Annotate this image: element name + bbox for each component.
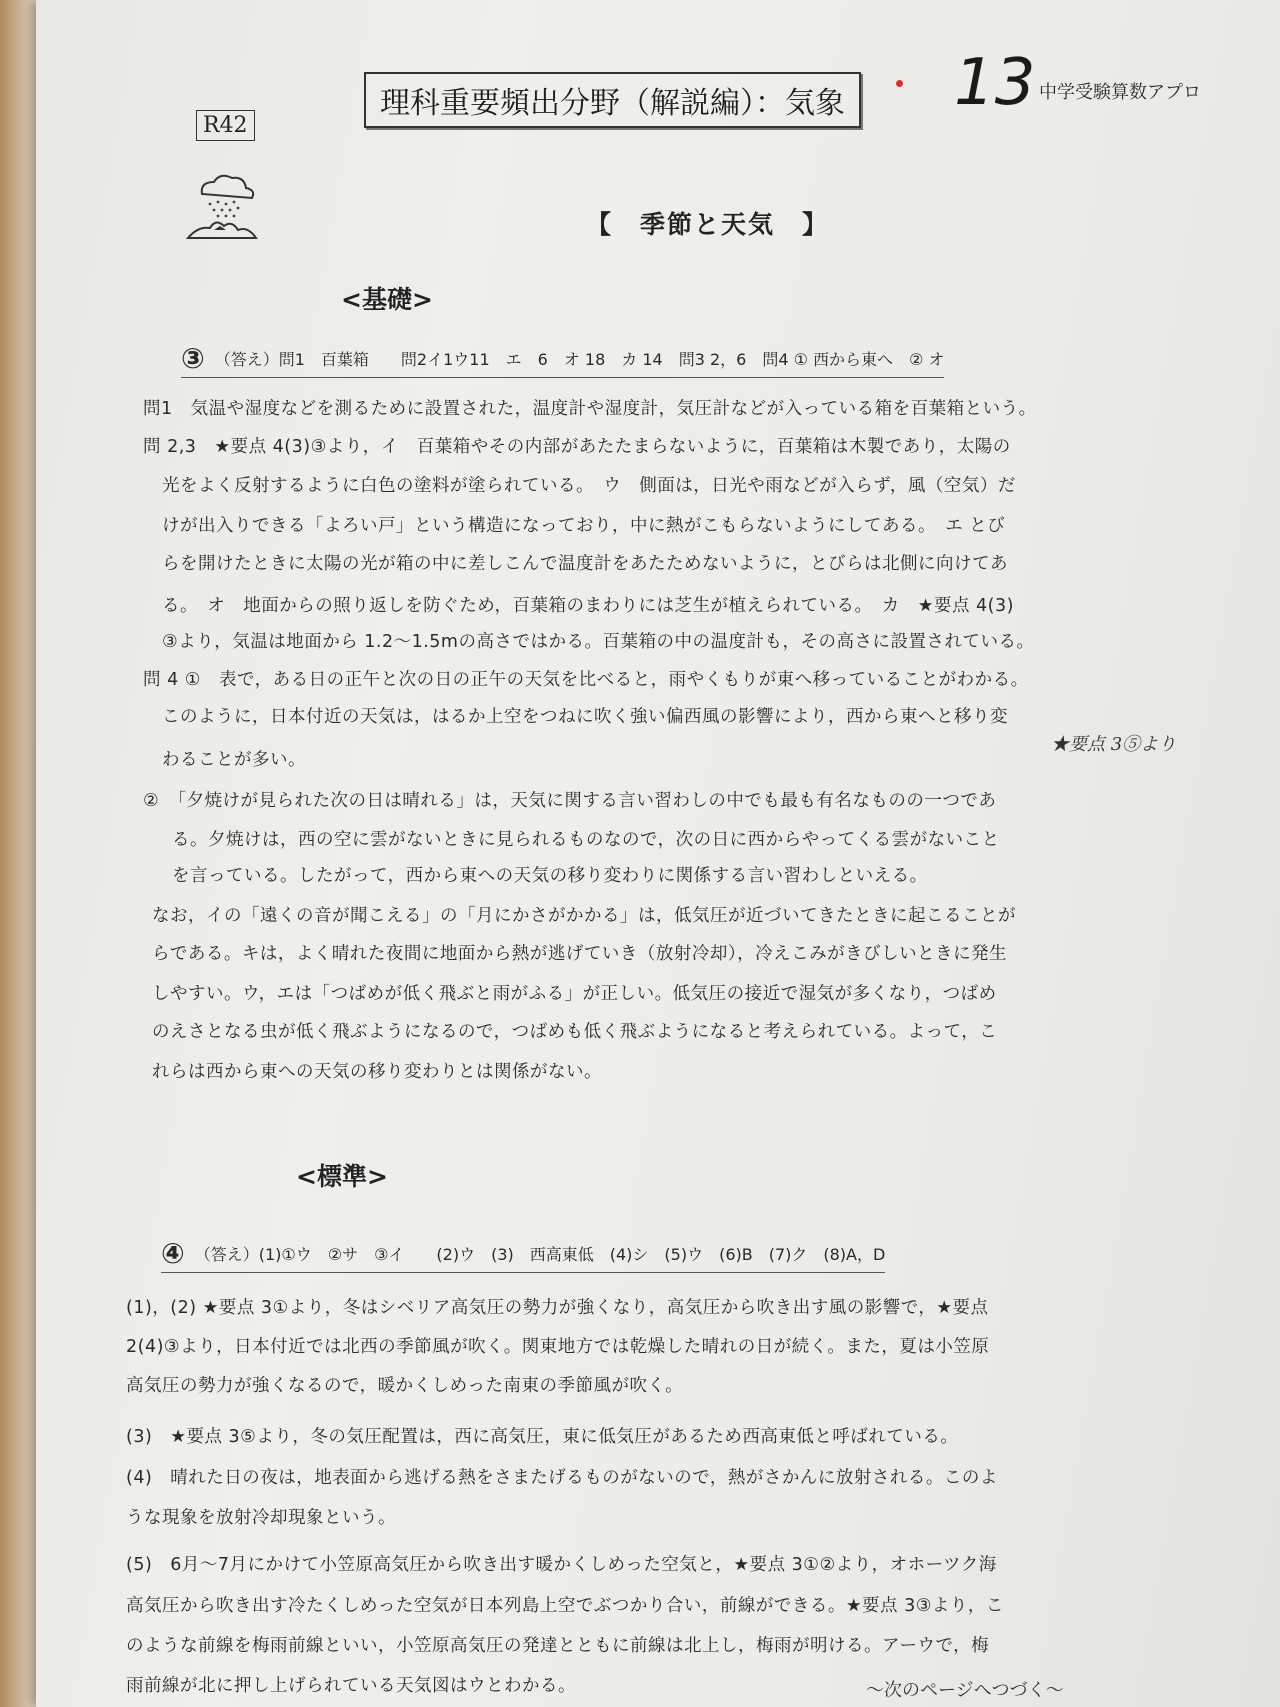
q3-line-14: なお，イの「遠くの音が聞こえる」の「月にかさがかかる」は，低気圧が近づいてきたときに起こることが (152, 906, 1016, 926)
q3-line-15: らである。キは，よく晴れた夜間に地面から熱が逃げていき（放射冷却），冷えこみがきびしいときに発生 (152, 944, 1008, 964)
q4-line-8: 高気圧から吹き出す冷たくしめった空気が日本列島上空でぶつかり合い，前線ができる。★要点 3③より，こ (126, 1596, 1004, 1616)
q4-line-1: (1)，(2) ★要点 3①より，冬はシベリア高気圧の勢力が強くなり，高気圧から吹き出す風の影響で，★要点 (126, 1298, 989, 1318)
q4-line-7: (5) 6月～7月にかけて小笠原高気圧から吹き出す暖かくしめった空気と，★要点 3①②より，オホーツク海 (126, 1555, 997, 1575)
continue-note: ～次のページへつづく～ (866, 1680, 1064, 1701)
q4-line-4: (3) ★要点 3⑤より，冬の気圧配置は，西に高気圧，東に低気圧があるため西高東低と呼ばれている。 (126, 1427, 959, 1447)
q3-answer (181, 342, 944, 378)
q3-line-4: けが出入りできる「よろい戸」という構造になっており，中に熱がこもらないようにしてある。 エ とび (162, 516, 1006, 536)
q4-line-6: うな現象を放射冷却現象という。 (126, 1508, 396, 1528)
q4-line-2: 2(4)③より，日本付近では北西の季節風が吹く。関東地方では乾燥した晴れの日が続く。また，夏は小笠原 (126, 1337, 990, 1357)
red-dot-mark (896, 80, 903, 87)
q4-line-5: (4) 晴れた日の夜は，地表面から逃げる熱をさまたげるものがないので，熱がさかんに放射される。このよ (126, 1468, 998, 1488)
q3-line-12: る。夕焼けは，西の空に雲がないときに見られるものなので，次の日に西からやってくる雲がないこと (172, 830, 1000, 850)
q3-line-13: を言っている。したがって，西から東への天気の移り変わりに関係する言い習わしといえる。 (172, 866, 928, 886)
document-title: 理科重要頻出分野（解説編）：気象 (364, 72, 861, 128)
level-standard-heading: <標準> (296, 1162, 388, 1191)
q3-line-17: のえさとなる虫が低く飛ぶようになるので，つばめも低く飛ぶようになると考えられている。よって，こ (152, 1022, 998, 1042)
q3-line-16: しやすい。ウ，エは「つばめが低く飛ぶと雨がふる」が正しい。低気圧の接近で湿気が多くなり，つばめ (152, 984, 997, 1004)
section-title: 【 季節と天気 】 (586, 210, 830, 239)
q3-line-9: このように，日本付近の天気は，はるか上空をつねに吹く強い偏西風の影響により，西から東へと移り変 (162, 707, 1008, 727)
q3-line-11: ② 「夕焼けが見られた次の日は晴れる」は，天気に関する言い習わしの中でも最も有名なものの一つであ (143, 791, 997, 811)
level-basic-heading: <基礎> (341, 285, 433, 314)
q3-line-6: る。 オ 地面からの照り返しを防ぐため，百葉箱のまわりには芝生が植えられている。 カ ★要点 4(3) (162, 596, 1014, 616)
q3-line-18: れらは西から東への天気の移り変わりとは関係がない。 (152, 1062, 602, 1082)
q4-line-3: 高気圧の勢力が強くなるので，暖かくしめった南東の季節風が吹く。 (126, 1376, 684, 1396)
q4-answer-text: （答え）(1)①ウ ②サ ③イ (2)ウ (3) 西高東低 (4)シ (5)ウ (6)B (7)ク (8)A，D (194, 1245, 886, 1264)
q3-line-5: らを開けたときに太陽の光が箱の中に差しこんで温度計をあたためないように，とびらは北側に向けてあ (162, 554, 1008, 574)
handwritten-note: ★要点 3⑤より (1051, 734, 1177, 755)
q3-line-8: 問 4 ① 表で，ある日の正午と次の日の正午の天気を比べると，雨やくもりが東へ移っていることがわかる。 (143, 670, 1029, 690)
q4-number: ④ (161, 1237, 185, 1270)
q4-line-9: のような前線を梅雨前線といい，小笠原高気圧の発達とともに前線は北上し，梅雨が明ける。アーウで，梅 (126, 1636, 990, 1656)
q3-line-2: 問 2,3 ★要点 4(3)③より，イ 百葉箱やその内部があたたまらないように，百葉箱は木製であり，太陽の (143, 437, 1011, 457)
q3-line-3: 光をよく反射するように白色の塗料が塗られている。 ウ 側面は，日光や雨などが入らず，風（空気）だ (162, 476, 1016, 496)
bleed-through-text (376, 185, 394, 211)
document-code: R42 (196, 110, 255, 141)
q3-number: ③ (181, 342, 205, 375)
q3-line-10: わることが多い。 (162, 750, 306, 770)
q3-answer-text: （答え）問1 百葉箱 問2イ1ウ11 エ 6 オ 18 カ 14 問3 2，6 問4 ① 西から東へ ② オ (214, 350, 945, 369)
q3-line-1: 問1 気温や湿度などを測るために設置された，温度計や湿度計，気圧計などが入っている箱を百葉箱という。 (143, 399, 1037, 419)
page-number: 13 (954, 46, 1036, 120)
rain-cloud-icon (184, 168, 264, 248)
q4-line-10: 雨前線が北に押し上げられている天気図はウとわかる。 (126, 1676, 576, 1696)
q4-answer (161, 1237, 885, 1273)
brand-name: 中学受験算数アプロ (1039, 82, 1201, 103)
worksheet-page (36, 0, 1280, 1707)
q3-line-7: ③より，気温は地面から 1.2～1.5mの高さではかる。百葉箱の中の温度計も，その高さに設置されている。 (162, 632, 1035, 652)
